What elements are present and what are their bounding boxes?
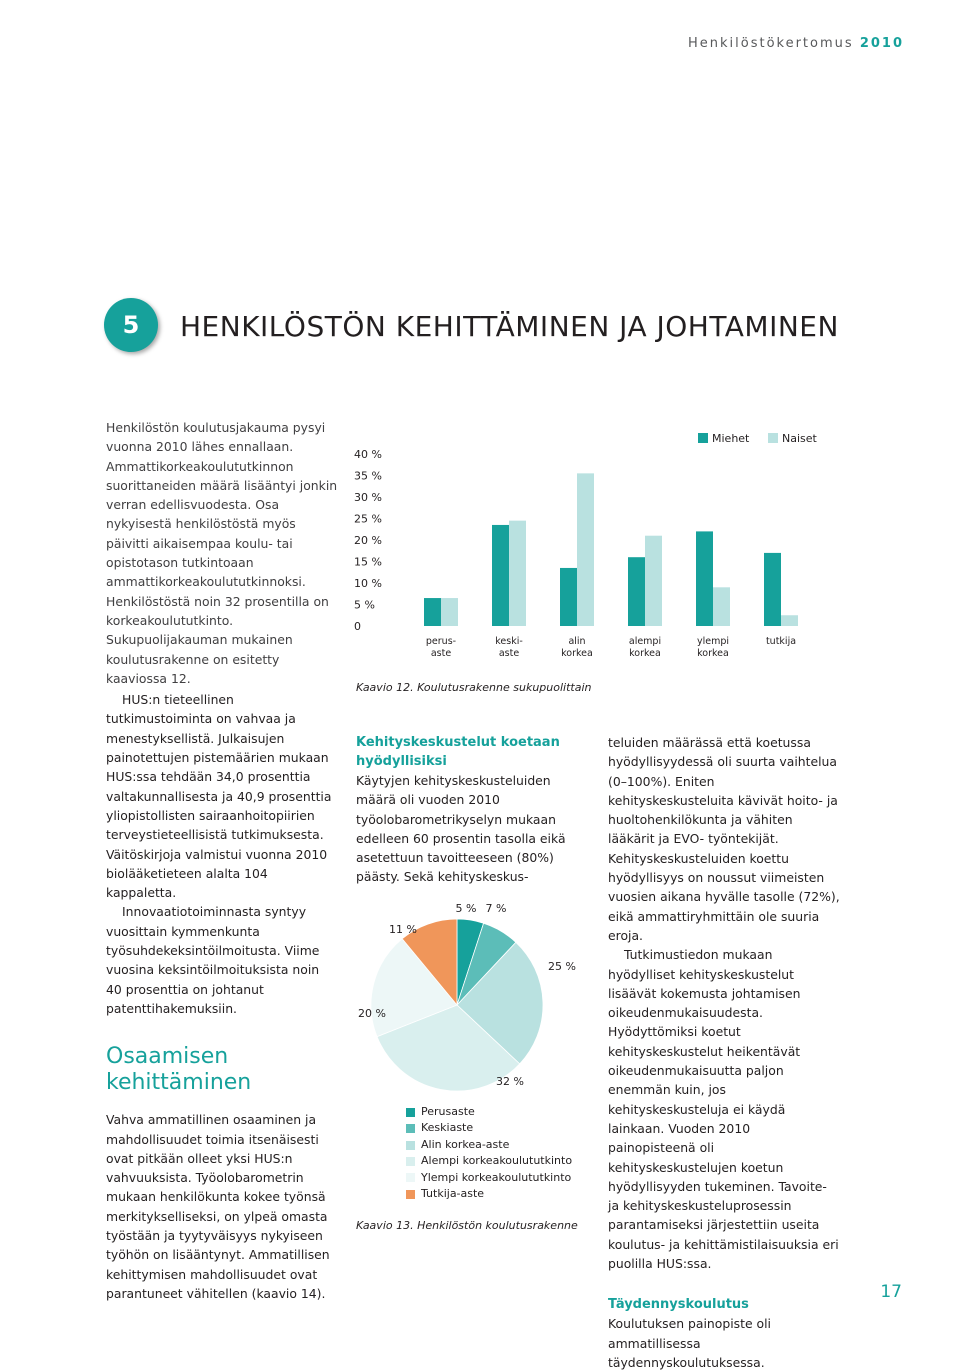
- research-paragraph: HUS:n tieteellinen tutkimustoiminta on vahvaa ja menestyksellistä. Julkaisujen painotettujen pistemäärien mukaan HUS:ssa tehdään 34,0 prosenttia valtakunnallisesta ja 40,9 prosenttia yliopistollisten sairaanhoitopiirien terveystieteellisistä tutkimuksesta. Väitöskirjoja valmistui vuonna 2010 biolääketieteen alalta 104 kappaletta.: [106, 692, 332, 901]
- kehityskeskustelut-paragraph: Käytyjen kehityskeskusteluiden määrä oli vuoden 2010 työolobarometrikyselyn mukaan edelleen 60 prosentin tasolla eikä asetettuun tavoitteeseen (80%) päästy. Sekä kehityskeskus-: [356, 773, 566, 885]
- bar-naiset: [509, 521, 526, 626]
- legend-item: [406, 1137, 572, 1153]
- legend-label: Perusaste: [421, 1105, 475, 1118]
- bar-chart-caption: Kaavio 12. Koulutusrakenne sukupuolittain: [356, 681, 592, 694]
- pie-chart-caption: Kaavio 13. Henkilöstön koulutusrakenne: [356, 1219, 578, 1232]
- x-category-label: aste: [498, 648, 520, 659]
- legend-item: [406, 1120, 572, 1136]
- bar-miehet: [560, 568, 577, 626]
- pie-chart-legend: [406, 1104, 572, 1202]
- x-category-label: korkea: [697, 648, 729, 659]
- kehityskeskustelut-continued: teluiden määrässä että koetussa hyödyllisyydessä oli suurta vaihtelua (0–100%). Eniten kehityskeskusteluita kävivät hoito- ja huoltohenkilökunta ja vähiten lääkärit ja EVO- työntekijät. Kehityskeskusteluiden koettu hyödyllisyys on noussut viimeisten vuosien aikana hyvälle tasolle (72%), eikä ammattiryhmittäin ole suuria eroja.: [608, 735, 840, 943]
- chapter-title: HENKILÖSTÖN KEHITTÄMINEN JA JOHTAMINEN: [180, 310, 839, 343]
- bar-miehet: [764, 553, 781, 626]
- x-category-label: alin: [568, 636, 586, 647]
- innovation-paragraph: Innovaatiotoiminnasta syntyy vuosittain kymmenkunta työsuhdekeksintöilmoitusta. Viime vuosina keksintöilmoituksista noin 40 prosenttia on johtanut patenttihakemuksiin.: [106, 904, 320, 1016]
- pie-value-label: 20 %: [358, 1007, 386, 1020]
- legend-label: Ylempi korkeakoulututkinto: [421, 1170, 572, 1184]
- legend-label: Alin korkea-aste: [421, 1137, 510, 1151]
- middle-column: [356, 733, 586, 887]
- x-category-label: tutkija: [765, 636, 797, 647]
- chapter-number-badge: 5: [104, 298, 158, 352]
- right-column: [608, 733, 840, 1372]
- osaaminen-paragraph: Vahva ammatillinen osaaminen ja mahdollisuudet toimia itsenäisesti ovat pitkään olleet yksi HUS:n vahvuuksista. Työolobarometrin mukaan henkilökunta kokee työnsä merkitykselliseksi, on ylpeä omasta työstään ja tyytyväisyys nykyiseen työhön on lisääntynyt. Ammatillisen kehittymisen mahdollisuudet ovat parantuneet vähitellen (kaavio 14).: [106, 1112, 330, 1301]
- bar-naiset: [781, 615, 798, 626]
- pie-value-label: 5 %: [455, 902, 477, 915]
- legend-label: Alempi korkeakoulututkinto: [421, 1154, 573, 1168]
- education-structure-pie-chart: [350, 895, 600, 1095]
- legend-item: [406, 1186, 572, 1202]
- legend-swatch-naiset: [768, 433, 778, 443]
- section-title-osaamisen-kehittaminen: Osaamisen kehittäminen: [106, 1044, 252, 1096]
- y-tick-label: 15 %: [354, 555, 382, 569]
- tutkimustieto-paragraph: Tutkimustiedon mukaan hyödylliset kehityskeskustelut lisäävät kokemusta johtamisen oikeudenmukaisuudesta. Hyödyttömiksi koetut kehityskeskustelut heikentävät oikeudenmukaisuutta paljon enemmän kuin, jos kehityskeskusteluja ei käydä lainkaan. Vuoden 2010 painopisteenä oli kehityskeskustelujen koetun hyödyllisyyden tukeminen. Tavoite- ja kehityskeskusteluprosessin parantamiseksi järjestettiin useita koulutus- ja kehittämistilaisuuksia eri puolilla HUS:ssa.: [608, 947, 839, 1272]
- bar-naiset: [713, 587, 730, 626]
- legend-item: [406, 1104, 572, 1120]
- legend-swatch: [406, 1124, 415, 1133]
- legend-swatch: [406, 1173, 415, 1182]
- bar-naiset: [441, 598, 458, 626]
- x-category-label: alempi: [628, 636, 662, 647]
- legend-swatch-miehet: [698, 433, 708, 443]
- y-tick-label: 10 %: [354, 577, 382, 590]
- education-by-gender-bar-chart: [350, 416, 830, 668]
- y-tick-label: 5 %: [354, 598, 375, 612]
- x-category-label: korkea: [629, 648, 661, 659]
- x-category-label: keski-: [495, 636, 523, 647]
- x-category-label: korkea: [561, 648, 593, 659]
- x-category-label: perus-: [425, 636, 457, 647]
- y-tick-label: 20 %: [354, 534, 382, 547]
- bar-naiset: [577, 473, 594, 626]
- page-number: 17: [880, 1282, 902, 1302]
- legend-item: [406, 1153, 572, 1169]
- pie-value-label: 7 %: [485, 902, 507, 915]
- kehityskeskustelut-heading: Kehityskeskustelut koetaan hyödyllisiksi: [356, 735, 560, 769]
- header-text: Henkilöstökertomus: [687, 36, 854, 51]
- bar-miehet: [492, 525, 509, 626]
- intro-paragraph: Henkilöstön koulutusjakauma pysyi vuonna 2010 lähes ennallaan. Ammattikorkeakoulututkinnon suorittaneiden määrä lisääntyi jonkin verran edellisvuodesta. Osa nykyisestä henkilöstöstä myös päivitti aikaisempaa koulu- tai opistotason tutkintoaan ammattikorkeakoulututkinnoksi. Henkilöstöstä noin 32 prosentilla on korkeakoulututkinto. Sukupuolijakauman mukainen koulutusrakenne on esitetty kaaviossa 12.: [106, 420, 338, 686]
- legend-label-miehet: Miehet: [712, 432, 750, 445]
- bar-miehet: [628, 557, 645, 626]
- legend-label: Keskiaste: [421, 1121, 474, 1135]
- pie-value-label: 25 %: [548, 960, 576, 973]
- bar-miehet: [696, 531, 713, 626]
- pie-value-label: 11 %: [389, 923, 417, 936]
- left-column: [106, 418, 338, 1303]
- legend-swatch: [406, 1141, 415, 1150]
- pie-value-label: 32 %: [496, 1075, 524, 1088]
- legend-label-naiset: Naiset: [782, 432, 817, 445]
- y-tick-label: 25 %: [354, 512, 382, 526]
- y-tick-label: 40 %: [354, 448, 382, 461]
- legend-swatch: [406, 1108, 415, 1117]
- taydennyskoulutus-heading: Täydennyskoulutus: [608, 1297, 749, 1313]
- taydennyskoulutus-paragraph: Koulutuksen painopiste oli ammatillisessa täydennyskoulutuksessa.: [608, 1316, 771, 1370]
- legend-swatch: [406, 1190, 415, 1199]
- header-year: 2010: [859, 36, 904, 51]
- x-category-label: ylempi: [696, 636, 730, 647]
- legend-item: [406, 1170, 572, 1186]
- legend-label: Tutkija-aste: [421, 1187, 485, 1201]
- legend-swatch: [406, 1157, 415, 1166]
- y-tick-label: 30 %: [354, 491, 382, 504]
- bar-miehet: [424, 598, 441, 626]
- bar-naiset: [645, 536, 662, 626]
- x-category-label: aste: [430, 648, 452, 659]
- y-tick-label: 0: [354, 620, 361, 633]
- y-tick-label: 35 %: [354, 469, 382, 483]
- running-header: [688, 36, 904, 51]
